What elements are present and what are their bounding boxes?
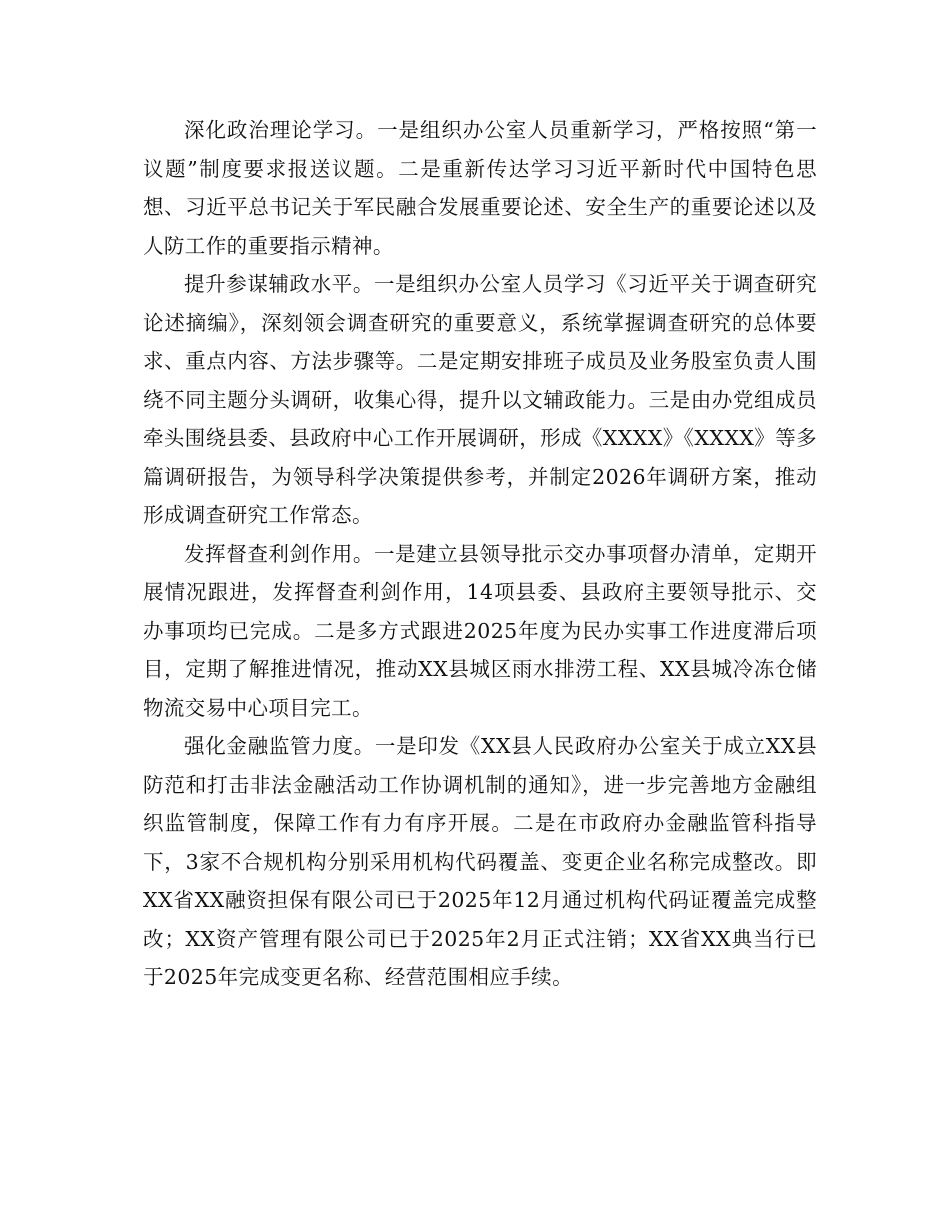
paragraph-supervision-role: 发挥督查利剑作用。一是建立县领导批示交办事项督办清单，定期开展情况跟进，发挥督查利剑作用，14项县委、县政府主要领导批示、交办事项均已完成。二是多方式跟进2025年度为民办实事工作进度滞后项目，定期了解推进情况，推动XX县城区雨水排涝工程、XX县城冷冻仓储物流交易中心项目完工。 — [143, 541, 817, 720]
paragraph-financial-regulation: 强化金融监管力度。一是印发《XX县人民政府办公室关于成立XX县防范和打击非法金融活动工作协调机制的通知》，进一步完善地方金融组织监管制度，保障工作有力有序开展。二是在市政府办金融监管科指导下，3家不合规机构分别采用机构代码覆盖、变更企业名称完成整改。即XX省XX融资担保有限公司已于2025年12月通过机构代码证覆盖完成整改；XX资产管理有限公司已于2025年2月正式注销；XX省XX典当行已于2025年完成变更名称、经营范围相应手续。 — [143, 734, 817, 989]
document-body — [143, 111, 817, 997]
paragraph-advisory-level: 提升参谋辅政水平。一是组织办公室人员学习《习近平关于调查研究论述摘编》，深刻领会调查研究的重要意义，系统掌握调查研究的总体要求、重点内容、方法步骤等。二是定期安排班子成员及业务股室负责人围绕不同主题分头调研，收集心得，提升以文辅政能力。三是由办党组成员牵头围绕县委、县政府中心工作开展调研，形成《XXXX》《XXXX》等多篇调研报告，为领导科学决策提供参考，并制定2026年调研方案，推动形成调查研究工作常态。 — [143, 272, 818, 527]
paragraph-political-study: 深化政治理论学习。一是组织办公室人员重新学习，严格按照“第一议题”制度要求报送议题。二是重新传达学习习近平新时代中国特色思想、习近平总书记关于军民融合发展重要论述、安全生产的重要论述以及人防工作的重要指示精神。 — [143, 118, 817, 258]
